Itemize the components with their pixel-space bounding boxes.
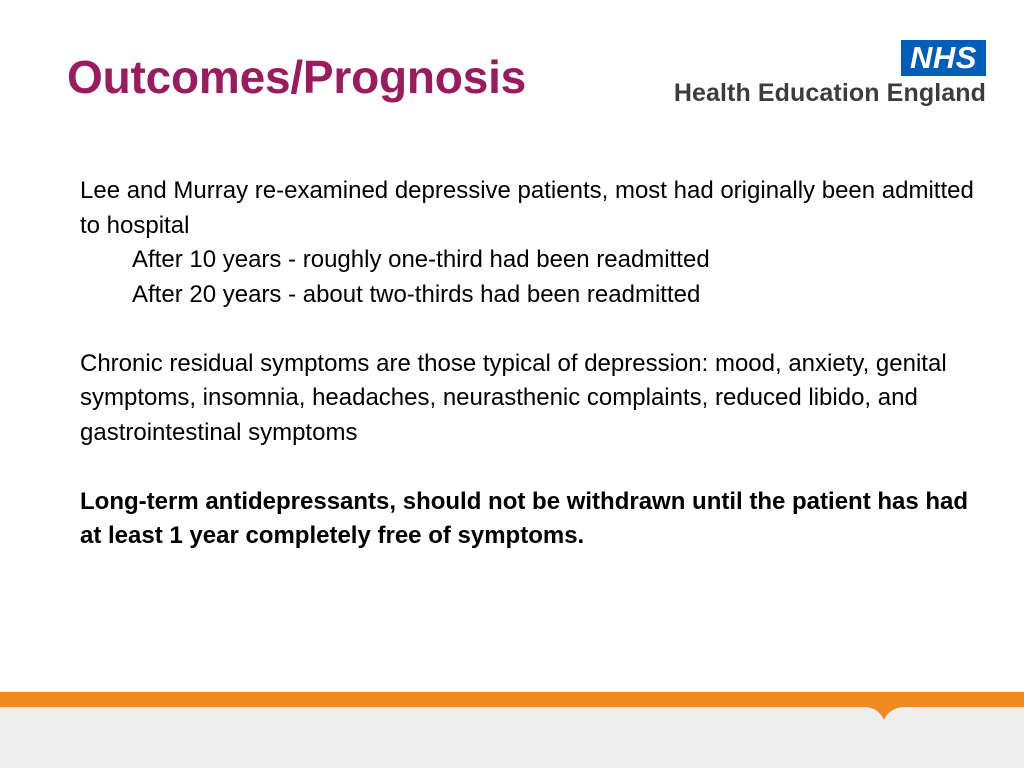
page-title: Outcomes/Prognosis xyxy=(67,51,527,103)
organisation-name: Health Education England xyxy=(673,79,986,107)
study-intro-text: Lee and Murray re-examined depressive patients, most had originally been admitted to hospital xyxy=(80,177,974,239)
antidepressant-guidance-text: Long-term antidepressants, should not be withdrawn until the patient has had at least 1 year completely free of symptoms. xyxy=(80,487,969,549)
residual-symptoms-text: Chronic residual symptoms are those typical of depression: mood, anxiety, genital symptoms, insomnia, headaches, neurasthenic complaints, reduced libido, and gastrointestinal symptoms xyxy=(80,349,947,446)
footer-decoration xyxy=(0,692,1024,768)
nhs-logo-box: NHS xyxy=(901,40,986,76)
readmission-10-years: After 10 years - roughly one-third had been readmitted xyxy=(132,246,710,273)
spacer xyxy=(80,450,980,485)
footer-band xyxy=(0,692,1024,768)
nhs-hee-logo xyxy=(640,40,986,110)
readmission-20-years: After 20 years - about two-thirds had been readmitted xyxy=(132,280,701,308)
slide-body xyxy=(80,174,980,554)
spacer xyxy=(80,312,980,347)
